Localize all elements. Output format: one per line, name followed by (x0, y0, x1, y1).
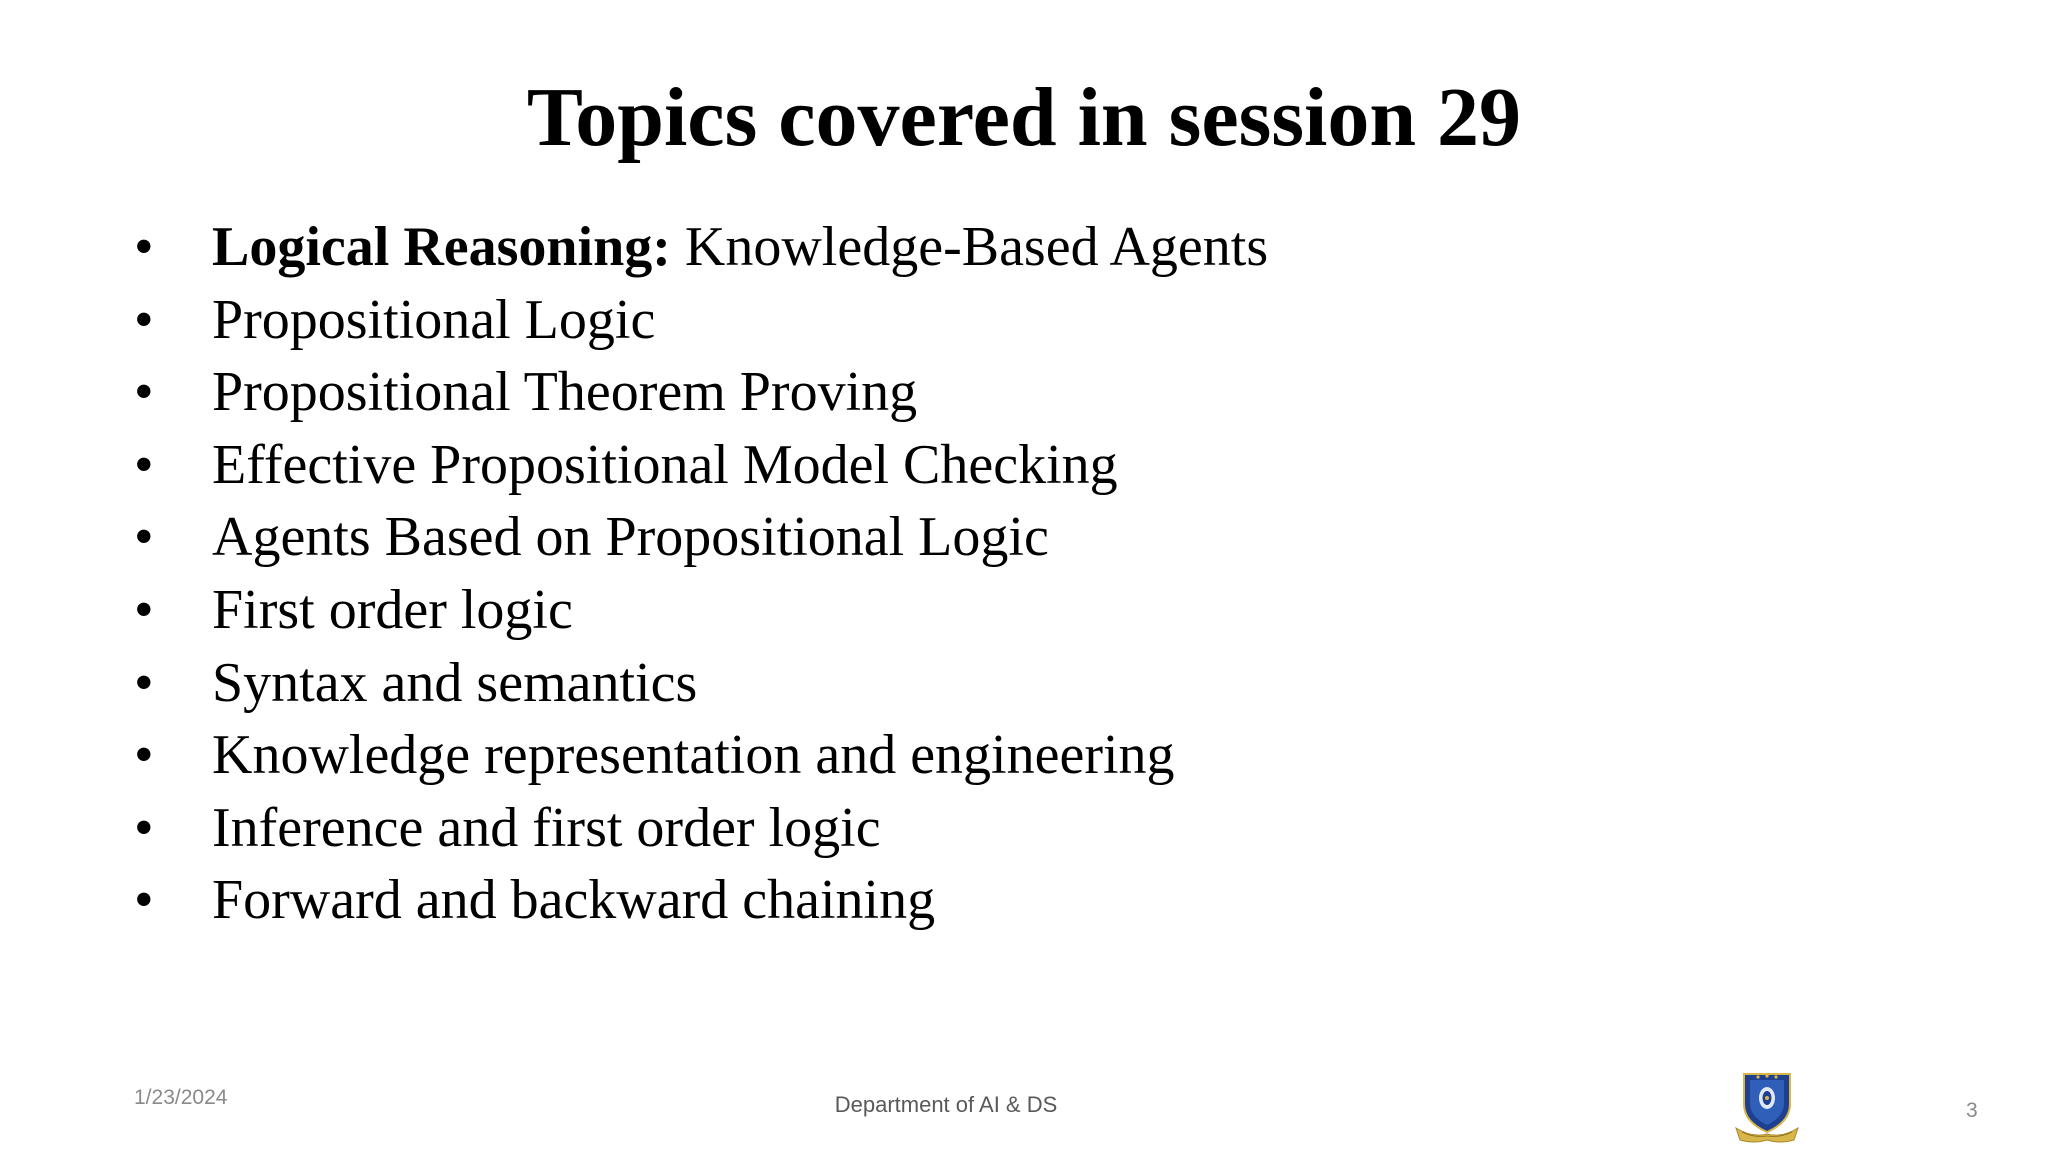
list-item (134, 284, 1268, 357)
college-crest-icon (1734, 1068, 1800, 1144)
topic-list (134, 211, 1268, 937)
list-item (134, 356, 1268, 429)
bullet-icon: • (134, 433, 154, 496)
list-item (134, 501, 1268, 574)
list-item-text: Agents Based on Propositional Logic (212, 506, 1049, 569)
list-item-text: Propositional Logic (212, 288, 656, 351)
list-item-lead: Logical Reasoning: (212, 216, 671, 278)
list-item-text: Forward and backward chaining (212, 869, 936, 932)
list-item-text: Syntax and semantics (212, 651, 698, 714)
list-item (134, 211, 1268, 284)
list-item-text: Knowledge-Based Agents (670, 216, 1269, 278)
bullet-icon: • (134, 506, 154, 569)
bullet-icon: • (134, 361, 154, 424)
list-item (134, 429, 1268, 502)
list-item (134, 647, 1268, 720)
bullet-icon: • (134, 796, 154, 859)
bullet-icon: • (134, 578, 154, 641)
bullet-icon: • (134, 216, 154, 278)
list-item (134, 574, 1268, 647)
list-item (134, 864, 1268, 937)
list-item-text: Propositional Theorem Proving (212, 361, 918, 424)
list-item-text: First order logic (212, 578, 573, 641)
list-item (134, 719, 1268, 792)
slide-title: Topics covered in session 29 (526, 71, 1522, 164)
bullet-icon: • (134, 651, 154, 714)
footer-department: Department of AI & DS (834, 1092, 1058, 1117)
list-item (134, 792, 1268, 865)
list-item-text: Effective Propositional Model Checking (212, 433, 1118, 496)
list-item-text: Inference and first order logic (212, 796, 881, 859)
bullet-icon: • (134, 869, 154, 932)
page-number: 3 (1966, 1099, 1978, 1122)
list-item-text: Knowledge representation and engineering (212, 724, 1175, 787)
bullet-icon: • (134, 288, 154, 351)
bullet-icon: • (134, 724, 154, 787)
footer-date: 1/23/2024 (134, 1086, 228, 1109)
